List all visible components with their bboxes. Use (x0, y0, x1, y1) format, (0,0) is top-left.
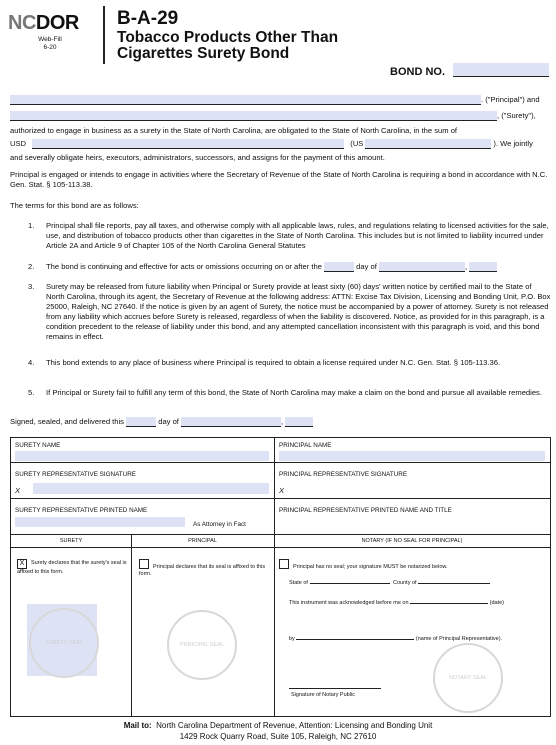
term-text: Principal shall file reports, pay all taxes, and otherwise comply with all applicable laws, rules, and regulations relating to licensed activities for the sale, use, and distribution of tobacco products other than cigarettes in the State of North Carolina. This includes but is not limited to liability incurred under Article 2A and Article 9 of Chapter 105 of the North Carolina General Statutes (46, 221, 549, 250)
term-number: 4. (28, 358, 35, 367)
col-principal-header: PRINCIPAL (188, 538, 217, 544)
effective-day-field[interactable] (324, 262, 354, 272)
surety-seal-declaration: X Surety declares that the surety's seal is affixed to this form. (17, 560, 127, 575)
us-amount-field[interactable] (365, 139, 491, 149)
county-field[interactable] (418, 583, 490, 584)
principal-rep-signature-label: PRINCIPAL REPRESENTATIVE SIGNATURE (279, 471, 408, 478)
mail-to-label: Mail to: (123, 721, 152, 730)
surety-seal-placeholder: SURETY SEAL (29, 608, 99, 678)
principal-seal-placeholder: PRINCIPAL SEAL (167, 610, 237, 680)
mail-address-line-2: 1429 Rock Quarry Road, Suite 105, Raleigh, NC 27610 (179, 732, 377, 741)
bond-no-underline (453, 76, 549, 77)
title-line-1: Tobacco Products Other Than (117, 29, 339, 46)
version-label: 6-20 (43, 44, 57, 51)
surety-name-label: SURETY NAME (15, 442, 61, 449)
principal-seal-declaration: Principal declares that its seal is affixed to this form. (139, 559, 269, 578)
state-field[interactable] (310, 583, 390, 584)
signed-line: Signed, sealed, and delivered this day of , (10, 417, 551, 427)
term-text: The bond is continuing and effective for acts or omissions occurring on or after the (46, 262, 322, 271)
signature-table (10, 437, 551, 717)
surety-x-mark: X (15, 486, 21, 495)
notary-seal-placeholder: NOTARY SEAL (433, 643, 503, 713)
term-text: If Principal or Surety fail to fulfill any term of this bond, the State of North Carolina may make a claim on the bond and pursue all available remedies. (46, 388, 542, 397)
surety-seal-checkbox[interactable]: X (17, 559, 27, 569)
table-divider (11, 462, 550, 463)
by-line: by (name of Principal Representative). (289, 636, 503, 642)
web-fill-label: Web-Fill (38, 36, 62, 43)
acknowledged-date-field[interactable] (410, 603, 488, 604)
term-number: 3. (28, 282, 35, 291)
surety-line: , ("Surety"), (10, 111, 551, 121)
title-line-2: Cigarettes Surety Bond (117, 45, 290, 62)
surety-printed-name-field[interactable] (15, 517, 185, 527)
bond-no-label: BOND NO. (390, 66, 445, 78)
surety-rep-printed-label: SURETY REPRESENTATIVE PRINTED NAME (15, 507, 148, 514)
term-2-line: The bond is continuing and effective for acts or omissions occurring on or after the day of , (46, 262, 551, 272)
table-divider (11, 534, 550, 535)
table-divider (274, 438, 275, 534)
table-divider (274, 534, 275, 716)
col-notary-header: NOTARY (IF NO SEAL FOR PRINCIPAL) (361, 538, 463, 544)
obligation-text: authorized to engage in business as a surety in the State of North Carolina, are obligated to the State of North Carolina, in the sum of (10, 126, 458, 135)
principal-rep-printed-label: PRINCIPAL REPRESENTATIVE PRINTED NAME AND TITLE (279, 507, 452, 514)
notary-signature-label: Signature of Notary Public (291, 692, 355, 698)
surety-signature-field[interactable] (33, 483, 269, 494)
effective-year-field[interactable] (469, 262, 497, 272)
table-divider (11, 547, 550, 548)
principal-name-field[interactable] (279, 451, 545, 461)
table-divider (131, 534, 132, 716)
state-county-line: State of County of (289, 580, 549, 587)
signed-month-field[interactable] (181, 417, 281, 427)
term-number: 1. (28, 221, 35, 230)
form-number: B-A-29 (117, 8, 179, 29)
principal-engaged-paragraph: Principal is engaged or intends to engage in activities where the Secretary of Revenue of the State of North Carolina is requiring a bond in accordance with N.C. Gen. Stat. § 105-113.38. (10, 170, 548, 189)
principal-seal-checkbox[interactable] (139, 559, 149, 569)
surety-field[interactable] (10, 111, 497, 121)
principal-x-mark: X (279, 486, 285, 495)
web-fill-version (30, 36, 70, 52)
signed-year-field[interactable] (285, 417, 313, 427)
principal-name-label: PRINCIPAL NAME (279, 442, 332, 449)
surety-rep-signature-label: SURETY REPRESENTATIVE SIGNATURE (15, 471, 136, 478)
acknowledged-line: This instrument was acknowledged before me on (date) (289, 600, 504, 606)
attorney-in-fact-label: As Attorney in Fact (193, 521, 246, 528)
table-divider (11, 498, 550, 499)
mail-address-line-1: North Carolina Department of Revenue, Attention: Licensing and Bonding Unit (156, 721, 433, 730)
surety-name-field[interactable] (15, 451, 269, 461)
effective-month-field[interactable] (379, 262, 465, 272)
term-text: Surety may be released from future liability when Principal or Surety provide at least sixty (60) days' written notice by certified mail to the State of North Carolina, through its agent, the Secretary of Revenue at the following address: ATTN: Excise Tax Division, Licensing and Bonding Unit, P.O. Box 25000, Raleigh, NC 27640. If the notice is given by an agent of Surety, the notice must be accompanied by a power of attorney. Surety is not released from any liability which accrues before Surety is released, regardless of when the liability is discovered. Notice, as provided for in this paragraph, is a condition precedent to the release of liability under this bond, and any attempted cancellation inconsistent with this paragraph is void, and this bond remains in effect. (46, 282, 551, 341)
ncdor-logo: NCDOR (8, 12, 79, 34)
amount-line: USD (US ). We jointly (10, 139, 533, 148)
mail-to-block (0, 720, 556, 742)
principal-no-seal-checkbox[interactable] (279, 559, 289, 569)
usd-amount-field[interactable] (32, 139, 344, 149)
principal-no-seal: Principal has no seal; your signature MUST be notarized below. (279, 559, 545, 571)
representative-name-field[interactable] (296, 639, 414, 640)
principal-field[interactable] (10, 95, 481, 105)
principal-line: . ("Principal") and (10, 95, 551, 105)
term-text: This bond extends to any place of business where Principal is required to obtain a license required under N.C. Gen. Stat. § 105-113.36. (46, 358, 501, 367)
obligation-text-2: and severally obligate heirs, executors, administrators, successors, and assigns for the payment of this amount. (10, 153, 385, 162)
notary-signature-line[interactable] (289, 688, 381, 689)
signed-day-field[interactable] (126, 417, 156, 427)
col-surety-header: SURETY (59, 538, 83, 544)
header-divider (103, 6, 105, 64)
form-title (117, 30, 397, 62)
bond-no-field[interactable] (453, 63, 549, 76)
term-number: 2. (28, 262, 35, 271)
term-number: 5. (28, 388, 35, 397)
terms-intro: The terms for this bond are as follows: (10, 201, 139, 210)
